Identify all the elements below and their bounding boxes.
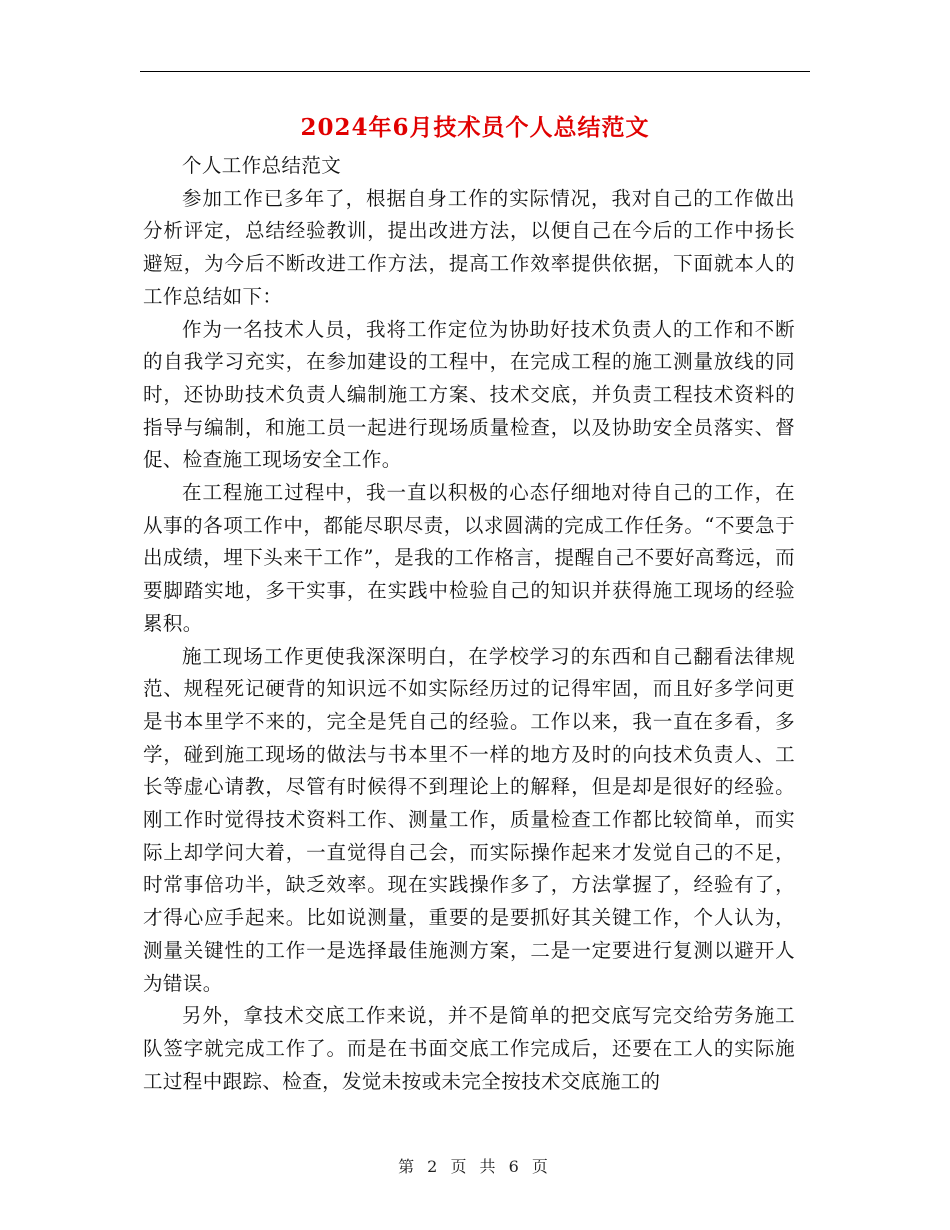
- body-paragraph: 施工现场工作更使我深深明白，在学校学习的东西和自己翻看法律规范、规程死记硬背的知识远不如实际经历过的记得牢固，而且好多学问更是书本里学不来的，完全是凭自己的经验。工作以来，我一直在多看，多学，碰到施工现场的做法与书本里不一样的地方及时的向技术负责人、工长等虚心请教，尽管有时候得不到理论上的解释，但是却是很好的经验。刚工作时觉得技术资料工作、测量工作，质量检查工作都比较简单，而实际上却学问大着，一直觉得自己会，而实际操作起来才发觉自己的不足，时常事倍功半，缺乏效率。现在实践操作多了，方法掌握了，经验有了，才得心应手起来。比如说测量，重要的是要抓好其关键工作，个人认为，测量关键性的工作一是选择最佳施测方案，二是一定要进行复测以避开人为错误。: [143, 644, 795, 995]
- page-number-footer: 第 2 页 共 6 页: [398, 1157, 552, 1176]
- document-body: [143, 150, 795, 1098]
- document-title: 2024年6月技术员个人总结范文: [300, 114, 650, 141]
- body-paragraph: 在工程施工过程中，我一直以积极的心态仔细地对待自己的工作，在从事的各项工作中，都能尽职尽责，以求圆满的完成工作任务。“不要急于出成绩，埋下头来干工作”，是我的工作格言，提醒自己不要好高骛远，而要脚踏实地，多干实事，在实践中检验自己的知识并获得施工现场的经验累积。: [143, 481, 795, 635]
- body-paragraph-subtitle: 个人工作总结范文: [182, 154, 342, 177]
- body-paragraph: 另外，拿技术交底工作来说，并不是简单的把交底写完交给劳务施工队签字就完成工作了。而是在书面交底工作完成后，还要在工人的实际施工过程中跟踪、检查，发觉未按或未完全按技术交底施工的: [143, 1004, 795, 1093]
- body-paragraph: 参加工作已多年了，根据自身工作的实际情况，我对自己的工作做出分析评定，总结经验教训，提出改进方法，以便自己在今后的工作中扬长避短，为今后不断改进工作方法，提高工作效率提供依据，下面就本人的工作总结如下：: [143, 186, 795, 308]
- header-rule: [140, 71, 810, 72]
- body-paragraph: 作为一名技术人员，我将工作定位为协助好技术负责人的工作和不断的自我学习充实，在参加建设的工程中，在完成工程的施工测量放线的同时，还协助技术负责人编制施工方案、技术交底，并负责工程技术资料的指导与编制，和施工员一起进行现场质量检查，以及协助安全员落实、督促、检查施工现场安全工作。: [143, 317, 795, 472]
